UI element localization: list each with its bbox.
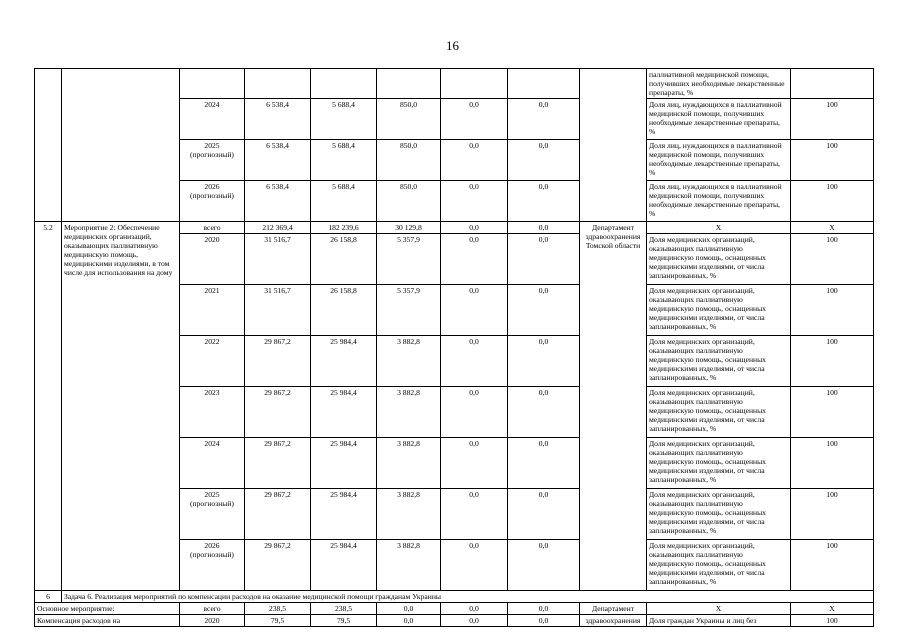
year-note: (прогнозный) xyxy=(190,550,234,559)
value-cell: 100 xyxy=(791,181,874,222)
year-cell: всего xyxy=(180,603,245,615)
regional-cell: 3 882,8 xyxy=(377,438,441,489)
federal-cell: 26 158,8 xyxy=(311,234,377,285)
year-note: (прогнозный) xyxy=(190,191,234,200)
offbudget-cell: 0,0 xyxy=(508,615,580,627)
year-cell xyxy=(180,181,245,222)
year-label: 2026 xyxy=(204,182,220,191)
year-label: 2025 xyxy=(204,141,220,150)
offbudget-cell: 0,0 xyxy=(508,181,580,222)
year-cell xyxy=(180,540,245,591)
indicator-cell: Доля лиц, нуждающихся в паллиативной медицинской помощи, получивших необходимые лекарственные препараты, % xyxy=(647,140,791,181)
federal-cell: 25 984,4 xyxy=(311,489,377,540)
year-label: 2023 xyxy=(204,388,220,397)
total-cell: 29 867,2 xyxy=(245,438,311,489)
federal-cell: 25 984,4 xyxy=(311,336,377,387)
indicator-cell: Доля медицинских организаций, оказывающих паллиативную медицинскую помощь, оснащенных медицинскими изделиями, от числа запланированных, % xyxy=(647,234,791,285)
total-cell: 29 867,2 xyxy=(245,336,311,387)
value-cell: 100 xyxy=(791,540,874,591)
value-cell: 100 xyxy=(791,285,874,336)
executor-cell: здравоохранения xyxy=(580,615,647,627)
indicator-cell: Х xyxy=(647,222,791,234)
num-cell: 6 xyxy=(35,591,62,603)
regional-cell: 0,0 xyxy=(377,603,441,615)
local-cell: 0,0 xyxy=(441,140,508,181)
task-title-cell: Задача 6. Реализация мероприятий по компенсации расходов на оказание медицинской помощи гражданам Украины xyxy=(62,591,874,603)
year-cell xyxy=(180,140,245,181)
year-cell xyxy=(180,69,245,99)
total-cell: 29 867,2 xyxy=(245,489,311,540)
total-cell: 31 516,7 xyxy=(245,234,311,285)
indicator-cell: Доля лиц, нуждающихся в паллиативной медицинской помощи, получивших необходимые лекарственные препараты, % xyxy=(647,99,791,140)
table-row xyxy=(35,603,874,615)
total-cell xyxy=(245,69,311,99)
executor-cell: Департамент xyxy=(580,603,647,615)
value-cell: Х xyxy=(791,603,874,615)
federal-cell: 79,5 xyxy=(311,615,377,627)
local-cell xyxy=(441,69,508,99)
indicator-cell: Доля медицинских организаций, оказывающих паллиативную медицинскую помощь, оснащенных медицинскими изделиями, от числа запланированных, % xyxy=(647,285,791,336)
federal-cell: 5 688,4 xyxy=(311,99,377,140)
num-cell: 5.2 xyxy=(35,222,62,591)
total-cell: 6 538,4 xyxy=(245,140,311,181)
local-cell: 0,0 xyxy=(441,540,508,591)
offbudget-cell: 0,0 xyxy=(508,99,580,140)
regional-cell xyxy=(377,69,441,99)
local-cell: 0,0 xyxy=(441,438,508,489)
federal-cell: 26 158,8 xyxy=(311,285,377,336)
federal-cell: 182 239,6 xyxy=(311,222,377,234)
regional-cell: 850,0 xyxy=(377,99,441,140)
local-cell: 0,0 xyxy=(441,615,508,627)
total-cell: 29 867,2 xyxy=(245,387,311,438)
local-cell: 0,0 xyxy=(441,285,508,336)
regional-cell: 3 882,8 xyxy=(377,387,441,438)
total-cell: 79,5 xyxy=(245,615,311,627)
page-number: 16 xyxy=(446,38,459,53)
total-cell: 212 369,4 xyxy=(245,222,311,234)
indicator-cell: Х xyxy=(647,603,791,615)
task-row xyxy=(35,591,874,603)
indicator-cell: Доля медицинских организаций, оказывающих паллиативную медицинскую помощь, оснащенных медицинскими изделиями, от числа запланированных, % xyxy=(647,438,791,489)
regional-cell: 30 129,8 xyxy=(377,222,441,234)
local-cell: 0,0 xyxy=(441,234,508,285)
indicator-cell: Доля лиц, нуждающихся в паллиативной медицинской помощи, получивших необходимые лекарственные препараты, % xyxy=(647,181,791,222)
local-cell: 0,0 xyxy=(441,387,508,438)
offbudget-cell: 0,0 xyxy=(508,438,580,489)
federal-cell xyxy=(311,69,377,99)
total-cell: 238,5 xyxy=(245,603,311,615)
federal-cell: 5 688,4 xyxy=(311,140,377,181)
num-cell xyxy=(35,69,62,222)
indicator-cell: Доля граждан Украины и лиц без xyxy=(647,615,791,627)
year-label: 2025 xyxy=(204,490,220,499)
indicator-cell: Доля медицинских организаций, оказывающих паллиативную медицинскую помощь, оснащенных медицинскими изделиями, от числа запланированных, % xyxy=(647,336,791,387)
value-cell: Х xyxy=(791,222,874,234)
offbudget-cell: 0,0 xyxy=(508,540,580,591)
indicator-cell: Доля медицинских организаций, оказывающих паллиативную медицинскую помощь, оснащенных медицинскими изделиями, от числа запланированных, % xyxy=(647,540,791,591)
measure-name-cell: Мероприятие 2: Обеспечение медицинских организаций, оказывающих паллиативную медицинскую помощь, медицинскими изделиями, в том числе для использования на дому xyxy=(62,222,180,591)
regional-cell: 3 882,8 xyxy=(377,540,441,591)
local-cell: 0,0 xyxy=(441,181,508,222)
table-row xyxy=(35,615,874,627)
year-label: 2024 xyxy=(204,100,220,109)
regional-cell: 5 357,9 xyxy=(377,285,441,336)
federal-cell: 238,5 xyxy=(311,603,377,615)
year-cell: 2020 xyxy=(180,615,245,627)
year-cell xyxy=(180,285,245,336)
name-cell xyxy=(62,69,180,222)
year-cell xyxy=(180,387,245,438)
offbudget-cell: 0,0 xyxy=(508,489,580,540)
year-label: 2026 xyxy=(204,541,220,550)
measure-name-cell: Основное мероприятие: xyxy=(35,603,180,615)
executor-cell: Департамент здравоохранения Томской области xyxy=(580,222,647,591)
year-label: 2021 xyxy=(204,286,220,295)
total-cell: 6 538,4 xyxy=(245,99,311,140)
federal-cell: 5 688,4 xyxy=(311,181,377,222)
federal-cell: 25 984,4 xyxy=(311,387,377,438)
executor-cell xyxy=(580,69,647,222)
federal-cell: 25 984,4 xyxy=(311,540,377,591)
offbudget-cell: 0,0 xyxy=(508,285,580,336)
local-cell: 0,0 xyxy=(441,603,508,615)
offbudget-cell xyxy=(508,69,580,99)
year-label: 2020 xyxy=(204,235,220,244)
year-cell xyxy=(180,438,245,489)
year-label: 2024 xyxy=(204,439,220,448)
table-row xyxy=(35,222,874,234)
year-cell xyxy=(180,489,245,540)
value-cell: 100 xyxy=(791,438,874,489)
regional-cell: 3 882,8 xyxy=(377,336,441,387)
value-cell: 100 xyxy=(791,615,874,627)
table-row xyxy=(35,69,874,99)
indicator-cell: Доля медицинских организаций, оказывающих паллиативную медицинскую помощь, оснащенных медицинскими изделиями, от числа запланированных, % xyxy=(647,489,791,540)
measure-name-cell: Компенсация расходов на xyxy=(35,615,180,627)
total-cell: 6 538,4 xyxy=(245,181,311,222)
local-cell: 0,0 xyxy=(441,489,508,540)
local-cell: 0,0 xyxy=(441,99,508,140)
regional-cell: 3 882,8 xyxy=(377,489,441,540)
value-cell: 100 xyxy=(791,140,874,181)
indicator-cell: паллиативной медицинской помощи, получивших необходимые лекарственные препараты, % xyxy=(647,69,791,99)
year-cell xyxy=(180,99,245,140)
total-cell: 29 867,2 xyxy=(245,540,311,591)
offbudget-cell: 0,0 xyxy=(508,603,580,615)
value-cell: 100 xyxy=(791,99,874,140)
value-cell: 100 xyxy=(791,336,874,387)
value-cell: 100 xyxy=(791,387,874,438)
local-cell: 0,0 xyxy=(441,336,508,387)
indicator-cell: Доля медицинских организаций, оказывающих паллиативную медицинскую помощь, оснащенных медицинскими изделиями, от числа запланированных, % xyxy=(647,387,791,438)
year-note: (прогнозный) xyxy=(190,499,234,508)
year-cell: всего xyxy=(180,222,245,234)
offbudget-cell: 0,0 xyxy=(508,234,580,285)
local-cell: 0,0 xyxy=(441,222,508,234)
value-cell: 100 xyxy=(791,234,874,285)
program-table xyxy=(34,68,874,627)
regional-cell: 850,0 xyxy=(377,140,441,181)
year-cell xyxy=(180,336,245,387)
year-label: 2022 xyxy=(204,337,220,346)
federal-cell: 25 984,4 xyxy=(311,438,377,489)
offbudget-cell: 0,0 xyxy=(508,336,580,387)
regional-cell: 5 357,9 xyxy=(377,234,441,285)
year-note: (прогнозный) xyxy=(190,150,234,159)
value-cell: 100 xyxy=(791,489,874,540)
value-cell xyxy=(791,69,874,99)
offbudget-cell: 0,0 xyxy=(508,387,580,438)
year-cell xyxy=(180,234,245,285)
offbudget-cell: 0,0 xyxy=(508,140,580,181)
regional-cell: 850,0 xyxy=(377,181,441,222)
total-cell: 31 516,7 xyxy=(245,285,311,336)
offbudget-cell: 0,0 xyxy=(508,222,580,234)
regional-cell: 0,0 xyxy=(377,615,441,627)
